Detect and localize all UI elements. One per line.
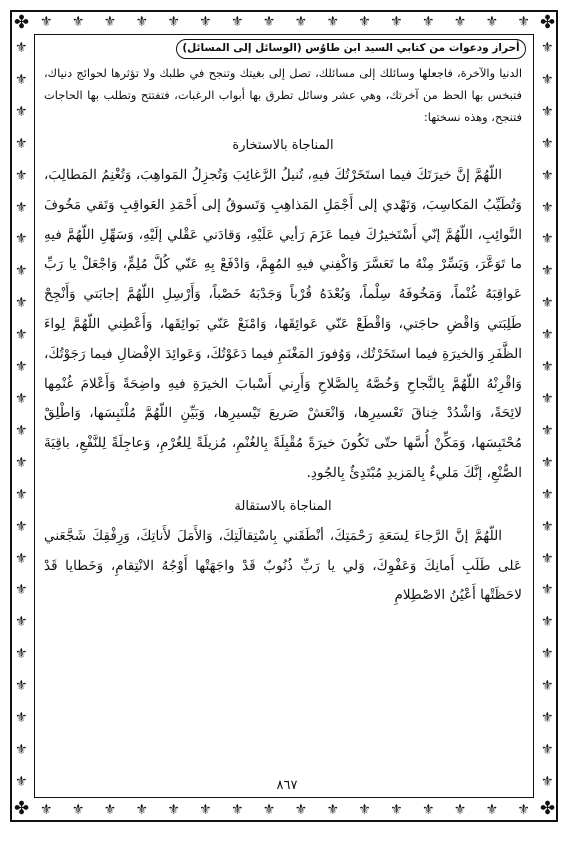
fleur-icon: ⚜: [15, 327, 28, 344]
fleur-icon: ⚜: [358, 802, 371, 818]
fleur-icon: ⚜: [541, 422, 554, 439]
fleur-icon: ⚜: [541, 390, 554, 407]
fleur-icon: ⚜: [230, 14, 244, 30]
fleur-icon: ⚜: [15, 103, 28, 120]
fleur-icon: ⚜: [103, 802, 117, 818]
fleur-icon: ⚜: [541, 518, 554, 535]
fleur-icon: ⚜: [294, 14, 308, 30]
fleur-icon: ⚜: [15, 486, 28, 503]
corner-ornament-icon: ✤: [14, 12, 30, 33]
fleur-icon: ⚜: [40, 802, 53, 818]
fleur-icon: ⚜: [71, 14, 85, 30]
fleur-icon: ⚜: [71, 802, 85, 818]
fleur-icon: ⚜: [541, 741, 554, 758]
fleur-icon: ⚜: [199, 14, 212, 30]
fleur-icon: ⚜: [541, 103, 554, 120]
section-heading-istiqala: المناجاة بالاستقالة: [234, 498, 332, 514]
fleur-icon: ⚜: [230, 802, 244, 818]
fleur-icon: ⚜: [40, 14, 53, 30]
fleur-icon: ⚜: [15, 40, 28, 56]
fleur-icon: ⚜: [15, 390, 28, 407]
fleur-icon: ⚜: [15, 263, 28, 280]
fleur-icon: ⚜: [15, 646, 28, 663]
fleur-icon: ⚜: [262, 14, 276, 30]
fleur-icon: ⚜: [326, 14, 340, 30]
fleur-icon: ⚜: [15, 295, 28, 312]
fleur-icon: ⚜: [167, 14, 180, 30]
fleur-icon: ⚜: [541, 582, 554, 599]
fleur-icon: ⚜: [390, 14, 403, 30]
fleur-icon: ⚜: [103, 14, 117, 30]
fleur-icon: ⚜: [15, 454, 28, 471]
running-header: أحراز ودعوات من كتابي السيد ابن طاوُس (الوسائل إلى المسائل): [176, 39, 526, 59]
fleur-icon: ⚜: [517, 802, 530, 818]
fleur-icon: ⚜: [541, 327, 554, 344]
fleur-icon: ⚜: [167, 802, 180, 818]
fleur-icon: ⚜: [541, 40, 554, 56]
fleur-icon: ⚜: [541, 295, 554, 312]
prayer-paragraph-istikhara: اللّهُمَّ إنَّ خيرَتَكَ فيما استَخَرْتُكَ فيهِ، تُنيلُ الرَّغائِبَ وَتُجزِلُ المَواهِبَ، وَتُغْنِمُ المَطالِبَ، وَتُطَيِّبُ المَكاسِبَ، وَتَهْدي إلى أَجْمَلِ المَذاهِبِ وَتَسوقُ إلى أَحْمَدِ العَواقِبِ وَتَقي مَخُوفَ النَّوائِبِ، اللّهُمَّ إنّي أَسْتَخيرُكَ فيما عَزَمَ رَأيي عَلَيْهِ، وَقادَني عَقْلي إلَيْهِ، وَسَهِّلِ اللّهُمَّ فيهِ ما تَوَعَّرَ، وَيَسِّرْ مِنْهُ ما تَعَسَّرَ وَاكْفِني فيهِ المُهِمَّ، وَادْفَعْ بِهِ عَنّي كُلَّ مُلِمٍّ، وَاجْعَلْ يا رَبِّ عَواقِبَهُ غُنْماً، وَمَخُوفَهُ سِلْماً، وَبُعْدَهُ قُرْباً وَجَدْبَهُ خَصْباً، وَأَرْسِلِ اللّهُمَّ إجابَتي وَأَنْجِحْ طَلِبَتي وَاقْضِ حاجَتي، وَاقْطَعْ عَنّي عَوائِقَها، وَامْنَعْ عَنّي بَوائِقَها، وَأَعْطِني اللّهُمَّ لِواءَ الظَّفَرِ وَالخيرَةِ فيما استَخَرْتُك، وَوُفورَ المَغْنَمِ فيما دَعَوْتُكَ، وَعَوائِدَ الإفْضالِ فيما رَجَوْتُكَ، وَاقْرِنْهُ اللّهُمَّ بِالنَّجاحِ وَخُصَّهُ بِالصَّلاحِ وَأَرِني أَسْبابَ الخيرَةِ فيهِ واضِحَةً وَأَعْلامَ غُنْمِها لائِحَةً، وَاشْدُدْ خِناقَ تَعْسيرِها، وَانْعَشْ صَريعَ تَيْسيرِها، وَبَيِّنِ اللّهُمَّ مُلْتَبِسَها، وَاطْلِقْ مُحْتَبِسَها، وَمَكِّنْ أُسَّها حتّى تَكُونَ خيرَةً مُقْبِلَةً بِالغُنْمِ، مُزيلَةً لِلغُرْمِ، وَعاجِلَةً لِلنَّفْعِ، باقِيَةَ الصُّنْعِ، إنَّكَ مَليءٌ بِالمَزيدِ مُبْتَدِئٌ بِالجُودِ.: [44, 167, 522, 481]
fleur-icon: ⚜: [541, 773, 554, 790]
fleur-icon: ⚜: [541, 486, 554, 503]
corner-ornament-icon: ✤: [540, 12, 556, 33]
fleur-icon: ⚜: [15, 422, 28, 439]
prayer-paragraph-istiqala: اللّهُمَّ إنَّ الرَّجاءَ لِسَعَةِ رَحْمَتِكَ، أنْطَقَني بِاسْتِقالَتِكَ، وَالأَمَلَ لأَناتِكَ، وَرِفْقِكَ شَجَّعَني عَلى طَلَبِ أَمانِكَ وَعَفْوِكَ، وَلي يا رَبِّ ذُنُوبٌ قَدْ واجَهَتْها أَوْجُهُ الانْتِقامِ، وَخَطايا قَدْ لاحَظَتْها أَعْيُنُ الاصْطِلامِ: [44, 527, 522, 604]
main-text: [44, 62, 522, 611]
fleur-icon: ⚜: [485, 14, 499, 30]
fleur-icon: ⚜: [390, 802, 403, 818]
fleur-icon: ⚜: [15, 550, 28, 567]
fleur-icon: ⚜: [15, 773, 28, 790]
fleur-icon: ⚜: [262, 802, 276, 818]
intro-paragraph: الدنيا والآخرة، فاجعلها وسائلك إلى مسائلك، تصل إلى بغيتك وتنجح في طلبك ولا تؤثرها لحوائج دنياك، فتبخس بها الحظ من آخرتك، وهي عشر وسائل تطرق بها أبواب الرغبات، فتفتتح وتطلب بها الحاجات فتنجح، وهذه نسختها:: [44, 66, 522, 124]
fleur-icon: ⚜: [15, 582, 28, 599]
fleur-icon: ⚜: [541, 646, 554, 663]
fleur-icon: ⚜: [15, 614, 28, 631]
fleur-icon: ⚜: [541, 231, 554, 248]
border-ornament-col-left: [15, 40, 28, 790]
fleur-icon: ⚜: [15, 199, 28, 216]
fleur-icon: ⚜: [453, 14, 467, 30]
fleur-icon: ⚜: [541, 710, 554, 727]
fleur-icon: ⚜: [541, 135, 554, 152]
fleur-icon: ⚜: [541, 614, 554, 631]
border-ornament-row-top: [40, 14, 530, 30]
fleur-icon: ⚜: [15, 231, 28, 248]
fleur-icon: ⚜: [517, 14, 530, 30]
fleur-icon: ⚜: [135, 14, 149, 30]
fleur-icon: ⚜: [15, 359, 28, 376]
fleur-icon: ⚜: [421, 14, 435, 30]
fleur-icon: ⚜: [15, 71, 28, 88]
fleur-icon: ⚜: [15, 710, 28, 727]
fleur-icon: ⚜: [541, 167, 554, 184]
fleur-icon: ⚜: [541, 263, 554, 280]
fleur-icon: ⚜: [15, 167, 28, 184]
fleur-icon: ⚜: [541, 454, 554, 471]
fleur-icon: ⚜: [294, 802, 308, 818]
fleur-icon: ⚜: [421, 802, 435, 818]
fleur-icon: ⚜: [15, 678, 28, 695]
fleur-icon: ⚜: [541, 199, 554, 216]
fleur-icon: ⚜: [541, 550, 554, 567]
corner-ornament-icon: ✤: [540, 798, 556, 819]
fleur-icon: ⚜: [485, 802, 499, 818]
border-ornament-col-right: [541, 40, 554, 790]
fleur-icon: ⚜: [358, 14, 371, 30]
fleur-icon: ⚜: [541, 678, 554, 695]
fleur-icon: ⚜: [15, 135, 28, 152]
fleur-icon: ⚜: [15, 741, 28, 758]
border-ornament-row-bottom: [40, 802, 530, 818]
fleur-icon: ⚜: [453, 802, 467, 818]
fleur-icon: ⚜: [541, 359, 554, 376]
fleur-icon: ⚜: [15, 518, 28, 535]
fleur-icon: ⚜: [326, 802, 340, 818]
section-heading-istikhara: المناجاة بالاستخارة: [232, 138, 334, 153]
page-number: ٨٦٧: [276, 778, 298, 793]
fleur-icon: ⚜: [199, 802, 212, 818]
fleur-icon: ⚜: [135, 802, 149, 818]
corner-ornament-icon: ✤: [14, 798, 30, 819]
fleur-icon: ⚜: [541, 71, 554, 88]
